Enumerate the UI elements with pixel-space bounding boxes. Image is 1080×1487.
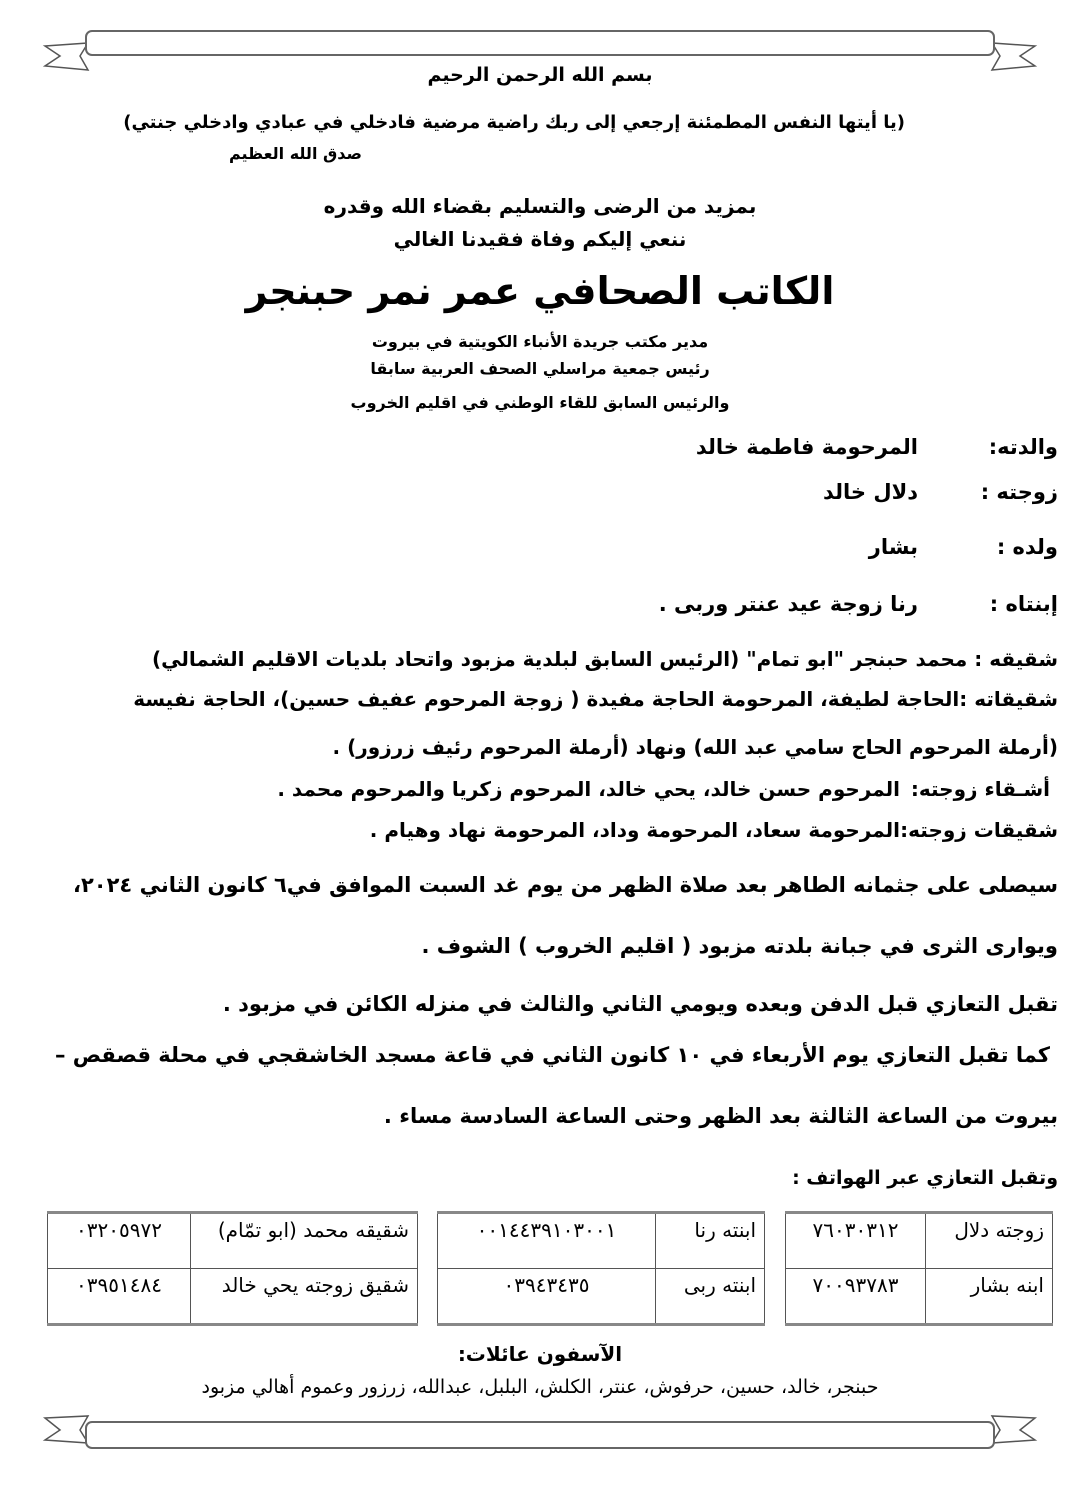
verse-closing: صدق الله العظيم — [228, 144, 362, 163]
table-row — [438, 1269, 765, 1325]
family-label: والدته: — [988, 435, 1058, 459]
mourners-heading: الآسفون عائلات: — [457, 1342, 623, 1366]
family-value: بشار — [868, 535, 918, 559]
phone-table-1 — [785, 1211, 1053, 1326]
phone-number: ٠٠١٤٤٣٩١٠٣٠٠١ — [438, 1213, 656, 1269]
deceased-title-2: رئيس جمعية مراسلي الصحف العربية سابقا — [370, 359, 710, 378]
wife-sisters-value: المرحومة سعاد، المرحومة وداد، المرحومة نهاد وهيام . — [369, 818, 900, 842]
phone-number: ٧٦٠٣٠٣١٢ — [786, 1213, 926, 1269]
intro-line-2: ننعي إليكم وفاة فقيدنا الغالي — [393, 227, 687, 251]
wife-brothers-line — [277, 779, 1050, 799]
wife-sisters-label: شقيقات زوجته: — [900, 818, 1058, 842]
funeral-prayer-line: سيصلى على جثمانه الطاهر بعد صلاة الظهر من يوم غد السبت الموافق في٦ كانون الثاني ٢٠٢٤، — [73, 873, 1058, 897]
family-row-daughters — [659, 594, 1058, 615]
family-label: ولده : — [996, 535, 1058, 559]
phone-number: ٧٠٠٩٣٧٨٣ — [786, 1269, 926, 1325]
family-value: رنا زوجة عيد عنتر وربى . — [658, 592, 918, 616]
contact-name: ابنته ربى — [656, 1269, 765, 1325]
family-row-son — [869, 537, 1058, 558]
contact-name: شقيقه محمد (ابو تمّام) — [191, 1213, 418, 1269]
sisters-line-2: (أرملة المرحوم الحاج سامي عبد الله) ونهاد (أرملة المرحوم رئيف زرزور) . — [332, 735, 1058, 759]
table-row — [786, 1269, 1053, 1325]
mourning-families: حبنجر، خالد، حسين، حرفوش، عنتر، الكلش، البلبل، عبدالله، زرزور وعموم أهالي مزبود — [201, 1376, 879, 1398]
sisters-line-1: شقيقاته :الحاجة لطيفة، المرحومة الحاجة مفيدة ( زوجة المرحوم عفيف حسين)، الحاجة نفيسة — [133, 687, 1058, 711]
wife-brothers-value: المرحوم حسن خالد، يحي خالد، المرحوم زكريا والمرحوم محمد . — [277, 777, 900, 801]
contact-name: ابنه بشار — [926, 1269, 1053, 1325]
intro-line-1: بمزيد من الرضى والتسليم بقضاء الله وقدره — [323, 194, 757, 218]
family-label: زوجته : — [980, 480, 1058, 504]
condolences-home-line: تقبل التعازي قبل الدفن وبعده ويومي الثاني والثالث في منزله الكائن في مزبود . — [222, 992, 1058, 1016]
family-row-mother — [696, 437, 1058, 458]
family-value: دلال خالد — [823, 480, 918, 504]
deceased-title-3: والرئيس السابق للقاء الوطني في اقليم الخروب — [350, 393, 730, 412]
phone-table-3 — [47, 1211, 418, 1326]
family-value: المرحومة فاطمة خالد — [695, 435, 918, 459]
wife-brothers-label: أشـقاء زوجته: — [910, 777, 1050, 801]
wife-sisters-line — [370, 820, 1058, 840]
deceased-title-1: مدير مكتب جريدة الأنباء الكويتية في بيروت — [371, 332, 709, 351]
deceased-name: الكاتب الصحافي عمر نمر حبنجر — [245, 269, 835, 313]
condolences-time-line: بيروت من الساعة الثالثة بعد الظهر وحتى الساعة السادسة مساء . — [383, 1104, 1058, 1128]
bottom-ribbon-banner — [40, 1408, 1040, 1458]
condolences-mosque-line: كما تقبل التعازي يوم الأربعاء في ١٠ كانون الثاني في قاعة مسجد الخاشقجي في محلة قصقص – — [54, 1043, 1050, 1067]
brother-line: شقيقه : محمد حبنجر "ابو تمام" (الرئيس السابق لبلدية مزبود واتحاد بلديات الاقليم الشمالي) — [152, 647, 1058, 671]
table-row — [786, 1213, 1053, 1269]
family-label: إبنتاه : — [989, 592, 1058, 616]
quran-verse: (يا أيتها النفس المطمئنة إرجعي إلى ربك راضية مرضية فادخلي في عبادي وادخلي جنتي) — [123, 112, 905, 133]
phone-table-2 — [437, 1211, 765, 1326]
phone-number: ٠٣٢٠٥٩٧٢ — [48, 1213, 191, 1269]
burial-line: ويوارى الثرى في جبانة بلدته مزبود ( اقليم الخروب ) الشوف . — [421, 934, 1058, 958]
family-row-wife — [823, 482, 1058, 503]
phone-number: ٠٣٩٥١٤٨٤ — [48, 1269, 191, 1325]
phone-number: ٠٣٩٤٣٤٣٥ — [438, 1269, 656, 1325]
table-row — [48, 1213, 418, 1269]
contact-name: ابنته رنا — [656, 1213, 765, 1269]
table-row — [438, 1213, 765, 1269]
basmala: بسم الله الرحمن الرحيم — [427, 64, 653, 86]
contact-name: شقيق زوجته يحي خالد — [191, 1269, 418, 1325]
table-row — [48, 1269, 418, 1325]
contact-name: زوجته دلال — [926, 1213, 1053, 1269]
phones-heading: وتقبل التعازي عبر الهواتف : — [792, 1167, 1058, 1189]
